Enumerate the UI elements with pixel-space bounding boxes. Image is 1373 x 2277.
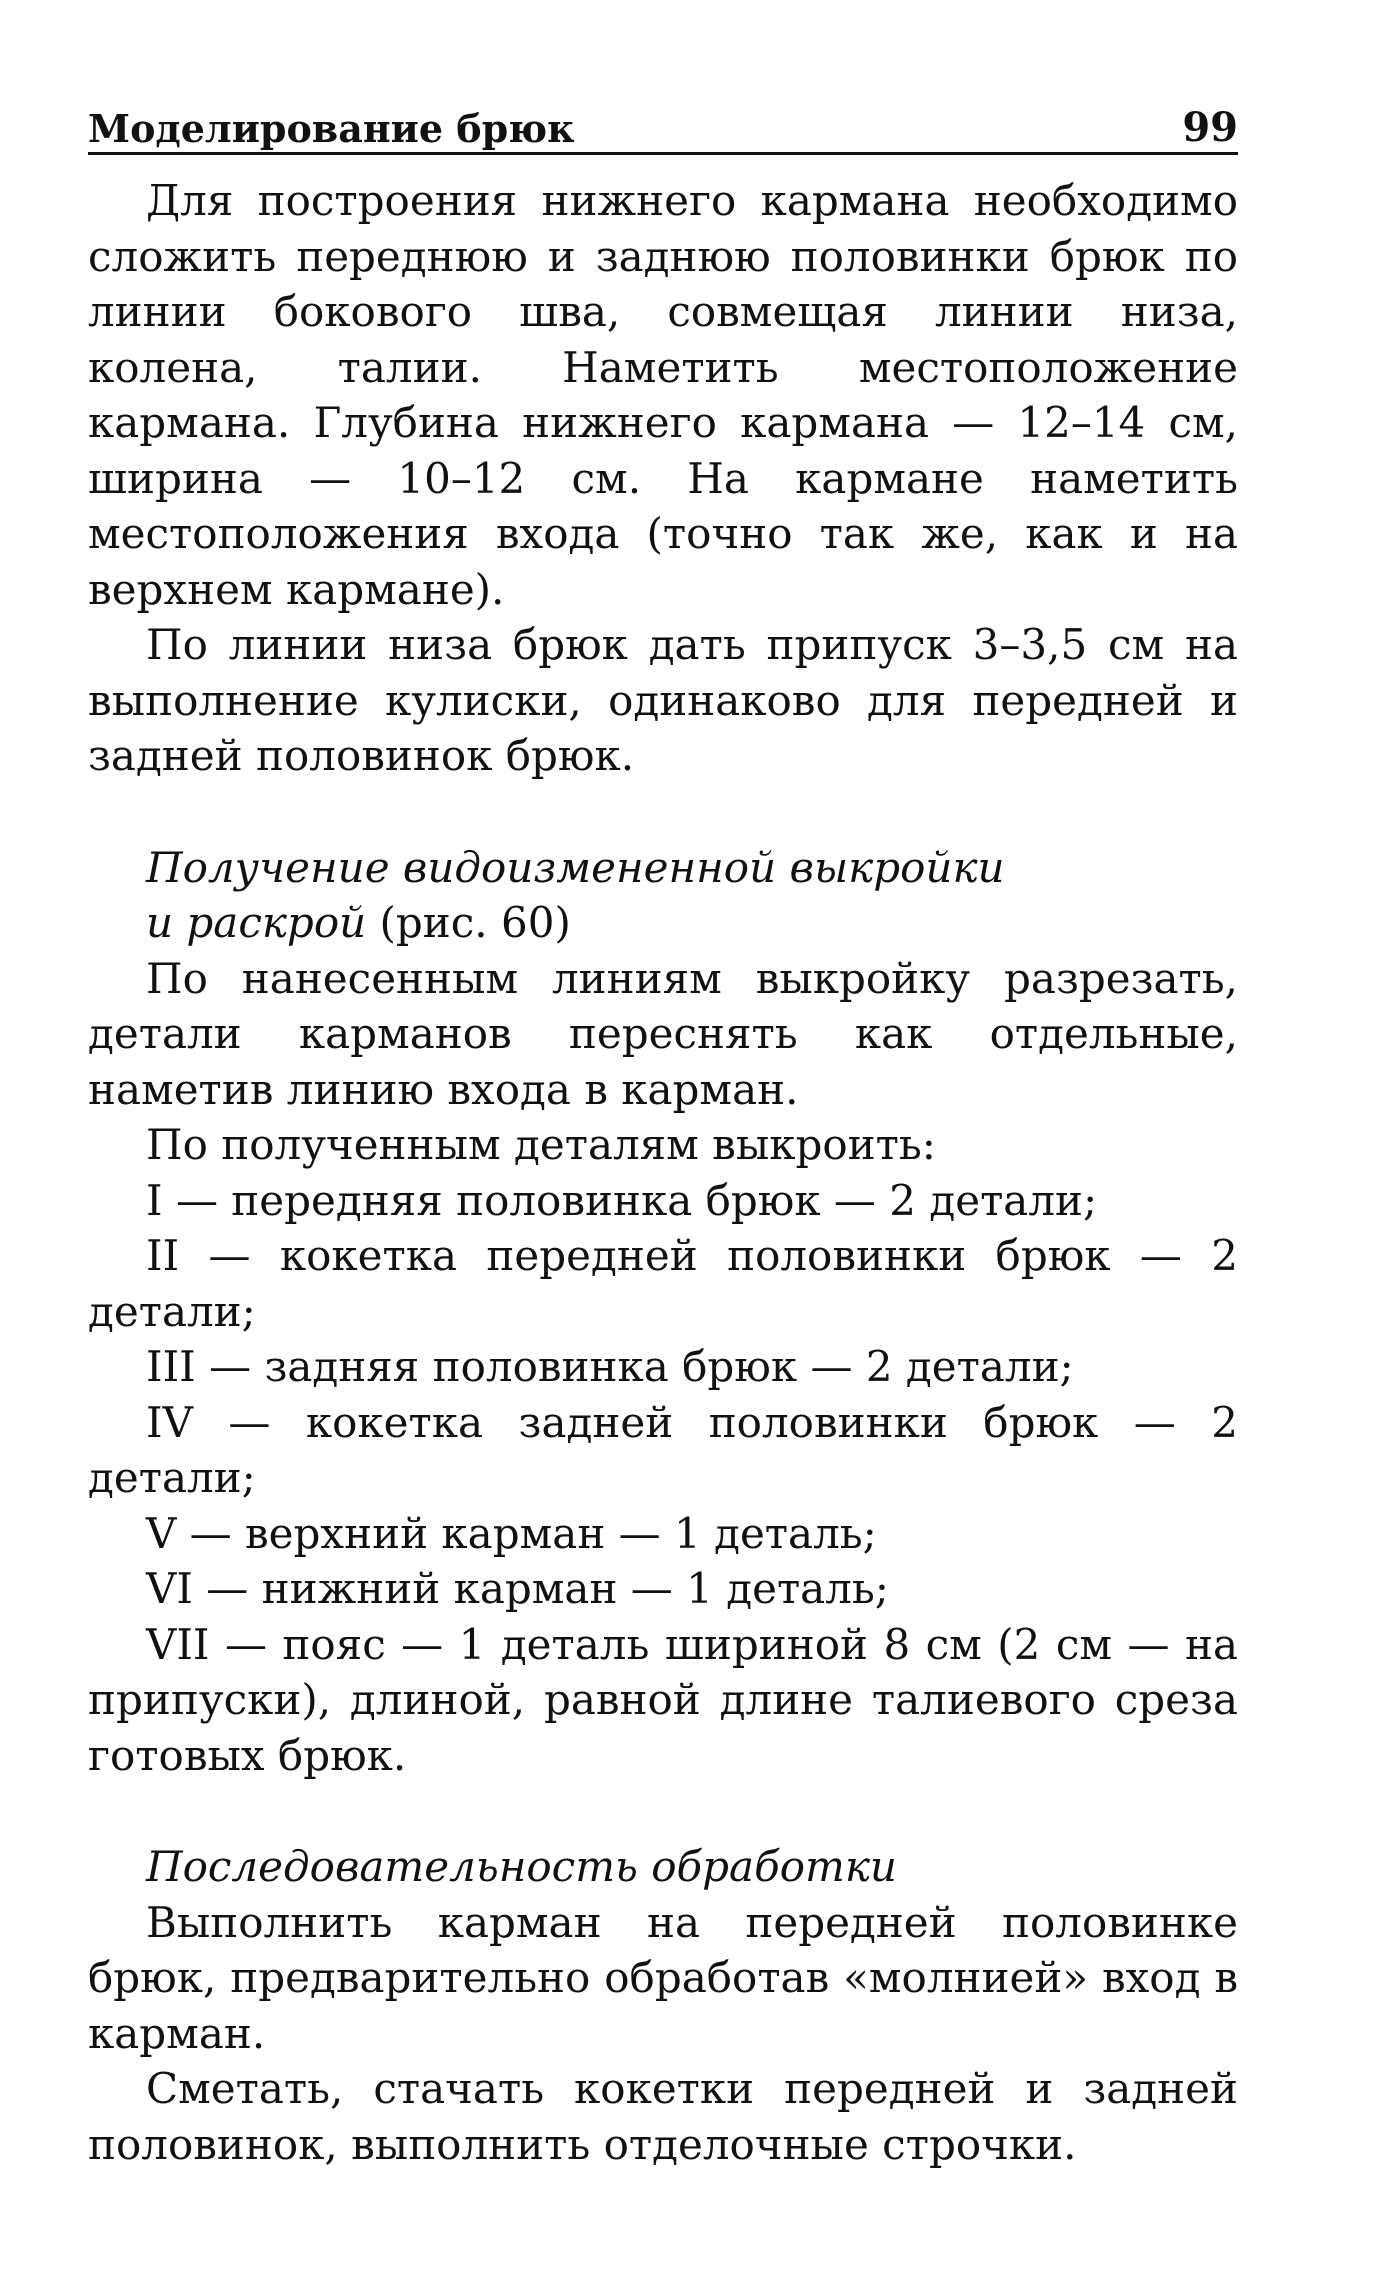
page-number: 99 — [1182, 104, 1238, 151]
list-item: II — кокетка передней половинки брюк — 2 детали; — [88, 1231, 1238, 1336]
list-item: III — задняя половинка брюк — 2 детали; — [146, 1342, 1074, 1391]
page-content — [88, 173, 1238, 2172]
list-item: I — передняя половинка брюк — 2 детали; — [146, 1175, 1098, 1225]
list-item: VII — пояс — 1 деталь шириной 8 см (2 см — на припуски), длиной, равной длине талиевого среза готовых брюк. — [88, 1619, 1238, 1780]
list-item: IV — кокетка задней половинки брюк — 2 детали; — [88, 1397, 1238, 1502]
list-item: VI — нижний карман — 1 деталь; — [146, 1564, 889, 1613]
paragraph: По полученным деталям выкроить: — [146, 1120, 936, 1169]
section-heading-line — [146, 895, 1238, 951]
list-item: V — верхний карман — 1 деталь; — [146, 1508, 877, 1558]
section-spacer — [88, 784, 1238, 840]
running-header — [88, 92, 1238, 155]
running-header-title: Моделирование брюк — [88, 106, 575, 151]
figure-reference: (рис. 60) — [366, 898, 571, 947]
section-heading-processing-sequence — [88, 1839, 1238, 1895]
paragraph: Сметать, стачать кокетки передней и задней половинок, выполнить отделочные строчки. — [88, 2064, 1238, 2169]
book-page — [88, 92, 1238, 2172]
paragraph: По нанесенным линиям выкройку разрезать, детали карманов переснять как отдельные, наметив линию входа в карман. — [88, 953, 1238, 1114]
section-heading-line: Последовательность обработки — [146, 1842, 897, 1891]
paragraph: Выполнить карман на передней половинке брюк, предварительно обработав «молнией» вход в карман. — [88, 1897, 1238, 2058]
section-spacer — [88, 1783, 1238, 1839]
section-heading-pattern-cutting — [88, 840, 1238, 951]
paragraph: Для построения нижнего кармана необходимо сложить переднюю и заднюю половинки брюк по линии бокового шва, совмещая линии низа, колена, талии. Наметить местоположение кармана. Глубина нижнего кармана — 12–14 см, ширина — 10–12 см. На кармане наметить местоположения входа (точно так же, как и на верхнем кармане). — [88, 176, 1238, 614]
section-heading-italic: и раскрой — [146, 898, 367, 947]
paragraph: По линии низа брюк дать припуск 3–3,5 см на выполнение кулиски, одинаково для передней и задней половинок брюк. — [88, 620, 1238, 780]
section-heading-line: Получение видоизмененной выкройки — [146, 842, 1005, 892]
